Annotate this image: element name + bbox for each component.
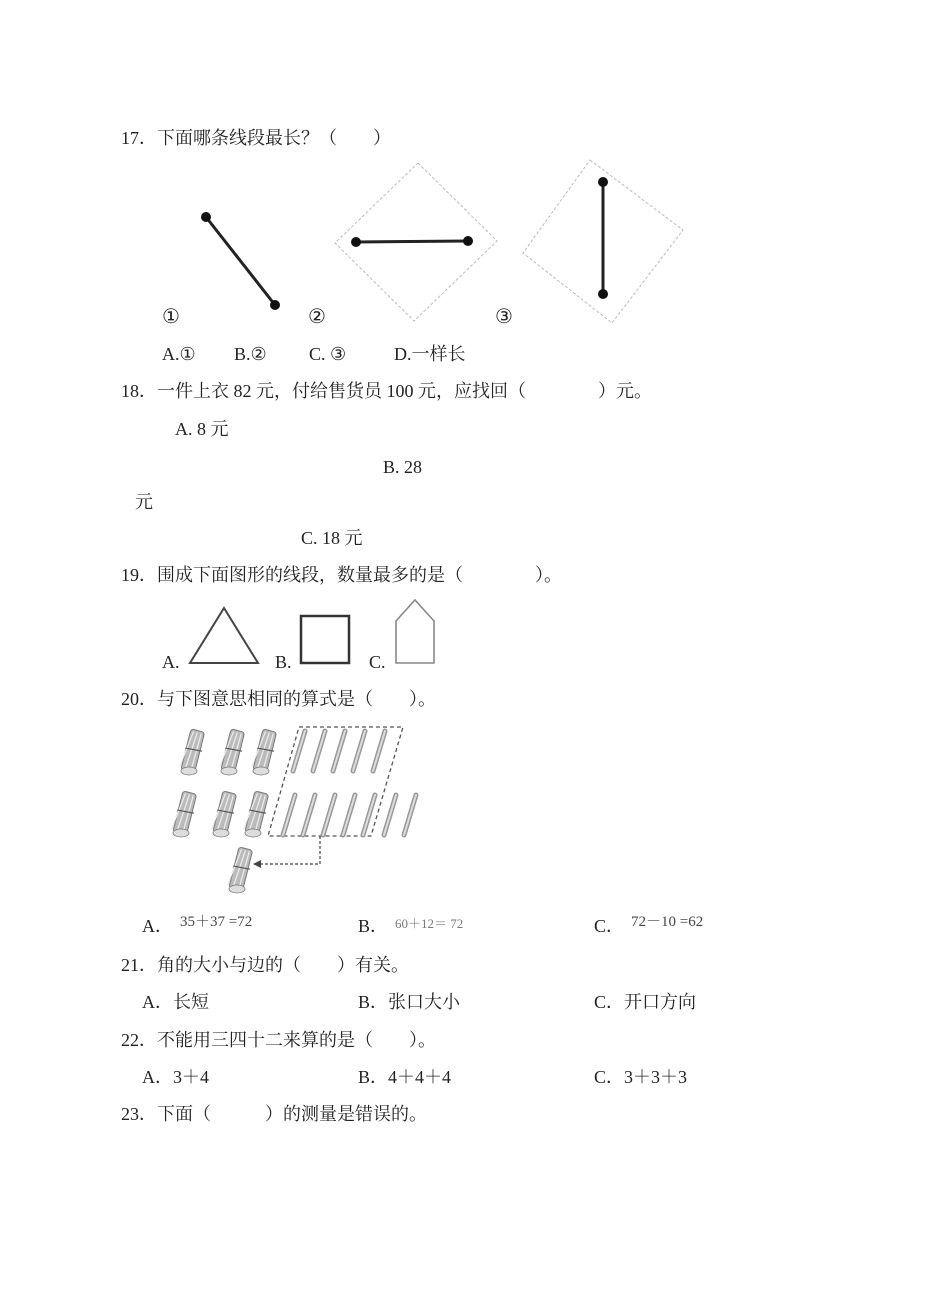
- segment-2-end-b: [463, 236, 473, 246]
- q17-stem: 17．下面哪条线段最长？（ ）: [121, 128, 391, 148]
- stick-bottom-3: [323, 795, 335, 835]
- bundle-bottom-1: [171, 791, 196, 837]
- stick-bottom-1: [283, 795, 295, 835]
- q17-option-a[interactable]: A.①: [162, 344, 196, 364]
- q17-option-c[interactable]: C. ③: [309, 344, 347, 364]
- q19-option-b[interactable]: B.: [275, 652, 292, 672]
- q21-stem: 21．角的大小与边的（ ）有关。: [121, 955, 409, 975]
- stick-bottom-7: [404, 795, 416, 835]
- q17-label-2: ②: [308, 306, 326, 328]
- q19-stem: 19．围成下面图形的线段，数量最多的是（ ）。: [121, 565, 562, 585]
- q22-option-c[interactable]: C．3＋3＋3: [594, 1067, 688, 1087]
- q17-label-1: ①: [162, 306, 180, 328]
- stick-bottom-2: [303, 795, 315, 835]
- house-pentagon-shape: [392, 597, 440, 667]
- bundle-bottom-3: [243, 791, 268, 837]
- q18-option-a[interactable]: A. 8 元: [175, 419, 229, 439]
- segment-2: [356, 241, 468, 242]
- q20-stem: 20．与下图意思相同的算式是（ ）。: [121, 689, 436, 709]
- segment-1-end-b: [270, 300, 280, 310]
- arrow-head-icon: [253, 860, 261, 868]
- q20-option-a-expr: 35＋37 =72: [180, 914, 253, 930]
- q17-option-d[interactable]: D.一样长: [394, 344, 466, 364]
- stick-top-5: [373, 731, 385, 771]
- stick-top-4: [353, 731, 365, 771]
- dashed-arrow: [257, 836, 320, 864]
- q22-option-a[interactable]: A．3＋4: [142, 1067, 209, 1087]
- square-shape: [299, 614, 353, 666]
- q17-label-3: ③: [495, 306, 513, 328]
- bundle-bottom-2: [211, 791, 236, 837]
- q20-option-b-expr: 60＋12＝ 72: [395, 916, 464, 931]
- segment-1-end-a: [201, 212, 211, 222]
- triangle-shape: [188, 605, 260, 667]
- q18-option-c[interactable]: C. 18 元: [301, 528, 363, 548]
- q22-stem: 22．不能用三四十二来算的是（ ）。: [121, 1030, 436, 1050]
- q17-option-b[interactable]: B.②: [234, 344, 267, 364]
- q20-bundles-figure: [165, 720, 430, 900]
- bundle-top-2: [219, 729, 244, 775]
- q18-option-b[interactable]: B. 28: [383, 457, 423, 477]
- q21-option-b[interactable]: B．张口大小: [358, 992, 461, 1012]
- bundle-top-1: [179, 729, 204, 775]
- stick-bottom-4: [343, 795, 355, 835]
- q18-option-b-unit: 元: [135, 492, 153, 512]
- q22-option-b[interactable]: B．4＋4＋4: [358, 1067, 452, 1087]
- segment-3-end-a: [598, 177, 608, 187]
- stick-top-1: [293, 731, 305, 771]
- segment-2-end-a: [351, 237, 361, 247]
- bundle-result: [227, 847, 252, 893]
- q18-stem: 18．一件上衣 82 元，付给售货员 100 元，应找回（ ）元。: [121, 381, 652, 401]
- q20-option-a-letter[interactable]: A．: [142, 916, 173, 936]
- q19-option-a[interactable]: A.: [162, 652, 180, 672]
- q20-option-c-letter[interactable]: C．: [594, 916, 625, 936]
- stick-top-2: [313, 731, 325, 771]
- q20-option-b-letter[interactable]: B．: [358, 916, 389, 936]
- segment-1: [206, 217, 275, 305]
- stick-top-3: [333, 731, 345, 771]
- q21-option-c[interactable]: C．开口方向: [594, 992, 697, 1012]
- stick-bottom-6: [384, 795, 396, 835]
- q23-stem: 23．下面（ ）的测量是错误的。: [121, 1104, 427, 1124]
- segment-3-end-b: [598, 289, 608, 299]
- q19-option-c[interactable]: C.: [369, 652, 386, 672]
- bundle-top-3: [251, 729, 276, 775]
- q17-figure: [150, 155, 710, 330]
- q21-option-a[interactable]: A．长短: [142, 992, 209, 1012]
- q20-option-c-expr: 72－10 =62: [631, 914, 704, 930]
